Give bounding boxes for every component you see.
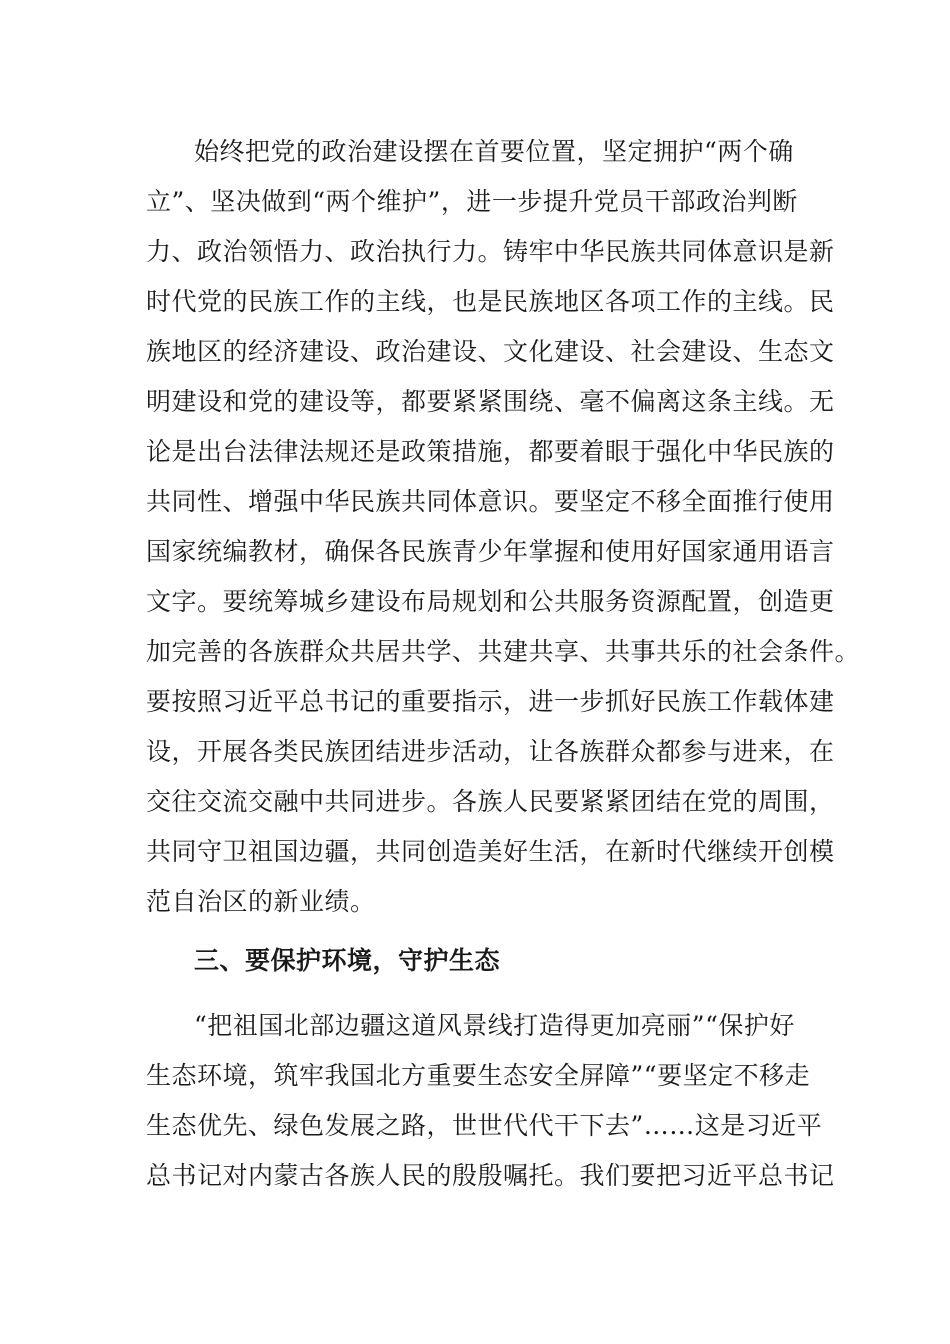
paragraph-1-line: 交往交流交融中共同进步。各族人民要紧紧团结在党的周围， xyxy=(146,787,835,816)
paragraph-1-line: 明建设和党的建设等，都要紧紧围绕、毫不偏离这条主线。无 xyxy=(146,387,835,416)
paragraph-1-line: 文字。要统筹城乡建设布局规划和公共服务资源配置，创造更 xyxy=(146,587,835,616)
paragraph-1-line: 力、政治领悟力、政治执行力。铸牢中华民族共同体意识是新 xyxy=(146,237,835,266)
section-heading: 三、要保护环境，守护生态 xyxy=(194,946,501,975)
paragraph-1-line: 范自治区的新业绩。 xyxy=(146,887,376,916)
paragraph-1-line: 论是出台法律法规还是政策措施，都要着眼于强化中华民族的 xyxy=(146,437,835,466)
paragraph-1-line: 族地区的经济建设、政治建设、文化建设、社会建设、生态文 xyxy=(146,337,835,366)
paragraph-1-line: 立”、坚决做到“两个维护”，进一步提升党员干部政治判断 xyxy=(146,187,798,216)
paragraph-2-line: “把祖国北部边疆这道风景线打造得更加亮丽”“保护好 xyxy=(194,1011,795,1040)
paragraph-1-line: 共同性、增强中华民族共同体意识。要坚定不移全面推行使用 xyxy=(146,487,835,516)
paragraph-2-line: 总书记对内蒙古各族人民的殷殷嘱托。我们要把习近平总书记 xyxy=(146,1161,835,1190)
paragraph-2-line: 生态优先、绿色发展之路，世世代代干下去”……这是习近平 xyxy=(146,1111,823,1140)
paragraph-1-line: 国家统编教材，确保各民族青少年掌握和使用好国家通用语言 xyxy=(146,537,835,566)
paragraph-1-line: 始终把党的政治建设摆在首要位置，坚定拥护“两个确 xyxy=(194,137,794,166)
paragraph-1-line: 时代党的民族工作的主线，也是民族地区各项工作的主线。民 xyxy=(146,287,835,316)
paragraph-1-line: 共同守卫祖国边疆，共同创造美好生活，在新时代继续开创模 xyxy=(146,837,835,866)
paragraph-1-line: 要按照习近平总书记的重要指示，进一步抓好民族工作载体建 xyxy=(146,687,835,716)
paragraph-1-line: 加完善的各族群众共居共学、共建共享、共事共乐的社会条件。 xyxy=(146,637,861,666)
paragraph-2-line: 生态环境，筑牢我国北方重要生态安全屏障”“要坚定不移走 xyxy=(146,1061,811,1090)
paragraph-1-line: 设，开展各类民族团结进步活动，让各族群众都参与进来，在 xyxy=(146,737,835,766)
